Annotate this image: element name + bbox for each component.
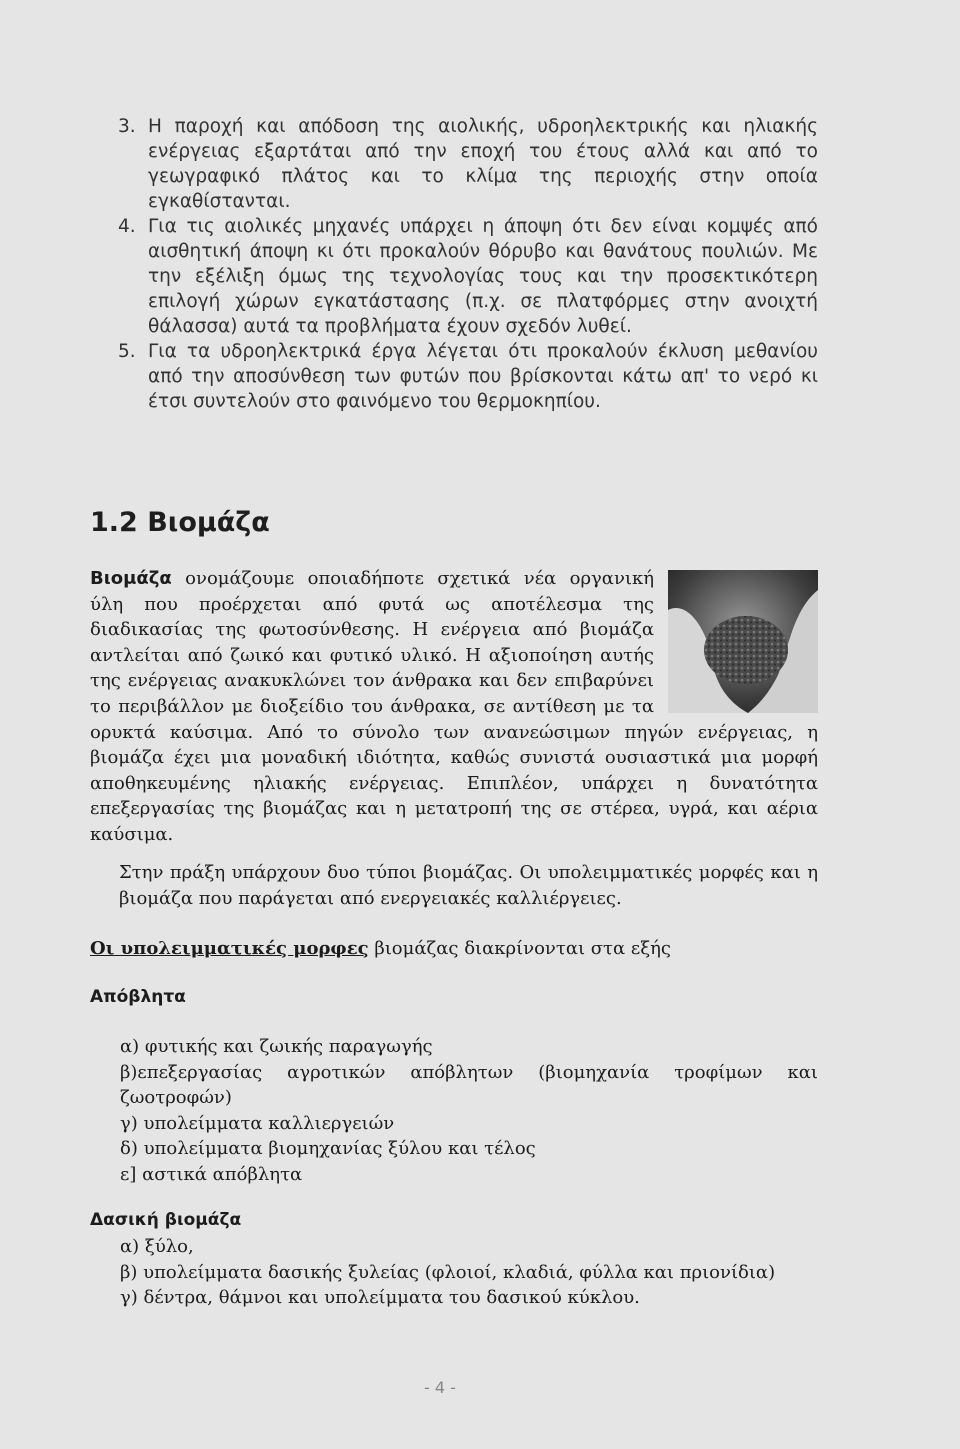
biomass-types-text: Στην πράξη υπάρχουν δυο τύποι βιομάζας. Οι υπολειμματικές μορφές και η βιομάζα που παράγεται από ενεργειακές καλλιέργειες. <box>119 862 818 909</box>
list-item: γ) υπολείμματα καλλιεργειών <box>120 1112 395 1134</box>
biomass-term: Βιομάζα <box>90 568 172 589</box>
forest-biomass-heading: Δασική βιομάζα <box>90 1210 242 1230</box>
list-item <box>118 114 818 214</box>
list-item <box>118 339 818 414</box>
list-number: 5. <box>118 341 136 362</box>
list-item: β)επεξεργασίας αγροτικών απόβλητων (βιομηχανία τροφίμων και ζωοτροφών) <box>120 1061 818 1108</box>
waste-heading: Απόβλητα <box>90 987 186 1007</box>
list-number: 3. <box>118 116 136 137</box>
biomass-paragraph <box>90 566 818 848</box>
section-heading: 1.2 Βιομάζα <box>90 507 270 538</box>
forest-biomass-list <box>120 1234 818 1311</box>
residual-forms-line <box>90 936 671 961</box>
page-number: - 4 - <box>424 1378 456 1397</box>
numbered-list <box>118 114 818 414</box>
list-number: 4. <box>118 216 136 237</box>
list-text: Για τις αιολικές μηχανές υπάρχει η άποψη ότι δεν είναι κομψές από αισθητική άποψη κι ότι προκαλούν θόρυβο και θανάτους πουλιών. Με την εξέλιξη όμως της τεχνολογίας τους και την προσεκτικότερη επιλογή χώρων εγκατάστασης (π.χ. σε πλατφόρμες στην ανοιχτή θάλασσα) αυτά τα προβλήματα έχουν σχεδόν λυθεί. <box>148 216 818 337</box>
list-text: Η παροχή και απόδοση της αιολικής, υδροηλεκτρικής και ηλιακής ενέργειας εξαρτάται από την εποχή του έτους αλλά και από το γεωγραφικό πλάτος και το κλίμα της περιοχής στην οποία εγκαθίστανται. <box>148 116 818 212</box>
biomass-text: ονομάζουμε οποιαδήποτε σχετικά νέα οργανική ύλη που προέρχεται από φυτά ως αποτέλεσμα της διαδικασίας της φωτοσύνθεσης. Η ενέργεια από βιομάζα αντλείται από ζωικό και φυτικό υλικό. Η αξιοποίηση αυτής της ενέργειας ανακυκλώνει τον άνθρακα και δεν επιβαρύνει το περιβάλλον με διοξείδιο του άνθρακα, σε αντίθεση με τα ορυκτά καύσιμα. Από το σύνολο των ανανεώσιμων πηγών ενέργειας, η βιομάζα έχει μια μοναδική ιδιότητα, καθώς συνιστά ουσιαστικά μια μορφή αποθηκευμένης ηλιακής ενέργειας. Επιπλέον, υπάρχει η δυνατότητα επεξεργασίας της βιομάζας και η μετατροπή της σε στέρεα, υγρά, και αέρια καύσιμα. <box>90 568 818 845</box>
list-item <box>118 214 818 339</box>
list-item: β) υπολείμματα δασικής ξυλείας (φλοιοί, κλαδιά, φύλλα και πριονίδια) <box>120 1261 776 1283</box>
list-item: α) φυτικής και ζωικής παραγωγής <box>120 1036 433 1057</box>
list-text: Για τα υδροηλεκτρικά έργα λέγεται ότι προκαλούν έκλυση μεθανίου από την αποσύνθεση των φυτών που βρίσκονται κάτω απ' το νερό κι έτσι συντελούν στο φαινόμενο του θερμοκηπίου. <box>148 341 818 412</box>
list-item: ε] αστικά απόβλητα <box>120 1163 303 1185</box>
residual-forms-term: Οι υπολειμματικές μορφες <box>90 938 369 959</box>
list-item: α) ξύλο, <box>120 1236 194 1257</box>
waste-list <box>120 1034 818 1187</box>
list-item: γ) δέντρα, θάμνοι και υπολείμματα του δασικού κύκλου. <box>120 1287 640 1308</box>
biomass-types-paragraph <box>119 860 818 911</box>
hands-holding-seeds-image <box>668 570 818 713</box>
list-item: δ) υπολείμματα βιομηχανίας ξύλου και τέλος <box>120 1138 536 1159</box>
residual-forms-text: βιομάζας διακρίνονται στα εξής <box>368 938 671 959</box>
